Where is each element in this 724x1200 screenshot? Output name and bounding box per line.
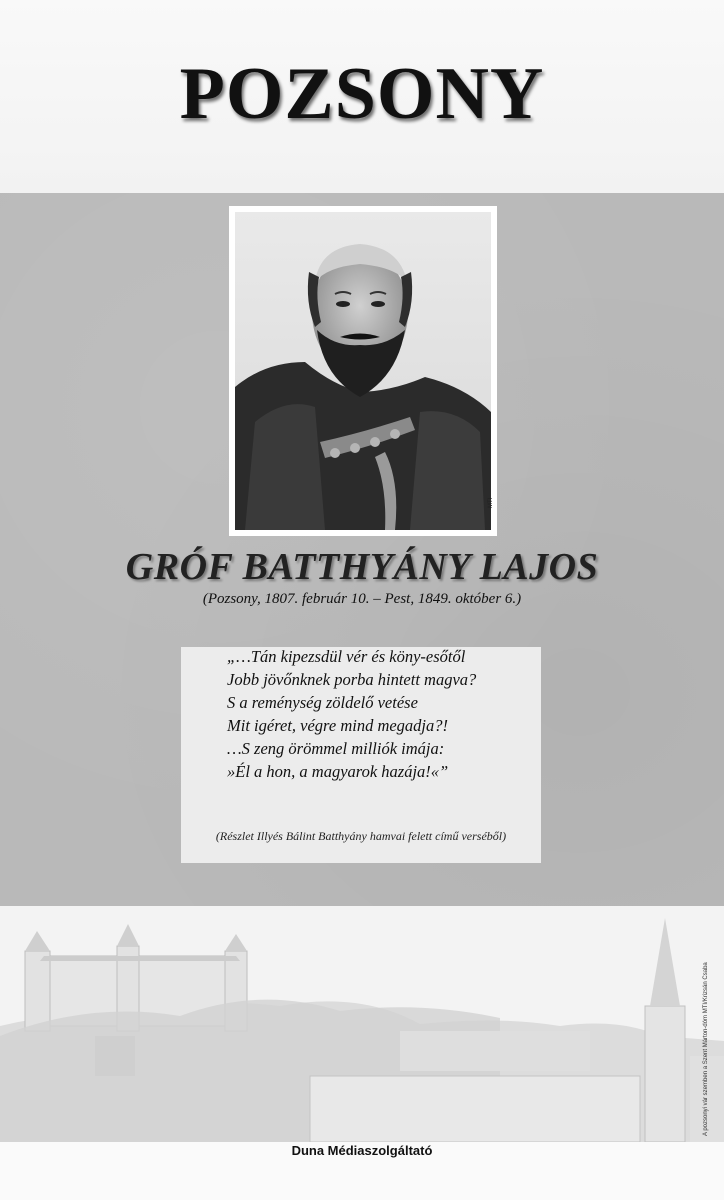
portrait-credit: MTI <box>488 497 494 508</box>
photo-credit: A pozsonyi vár szemben a Szent Márton-dóm MTI/Krizsán Csaba <box>703 962 709 1136</box>
portrait-image <box>235 212 491 530</box>
person-name: GRÓF BATTHYÁNY LAJOS <box>125 546 599 588</box>
poem-line: „…Tán kipezsdül vér és köny-esőtől <box>227 647 466 666</box>
poem-source: (Részlet Illyés Bálint Batthyány hamvai felett című verséből) <box>215 829 507 843</box>
person-dates: (Pozsony, 1807. február 10. – Pest, 1849. október 6.) <box>202 591 522 607</box>
poem-line: Jobb jövőnknek porba hintett magva? <box>227 670 477 689</box>
poem-box <box>181 647 541 863</box>
poem-line: S a reménység zöldelő vetése <box>227 693 418 712</box>
city-photo <box>0 906 724 1142</box>
portrait-frame <box>229 206 497 536</box>
page-title: POZSONY <box>179 53 545 135</box>
city-skyline-image <box>0 906 724 1142</box>
poem-line: Mit igéret, végre mind megadja?! <box>227 716 449 735</box>
poem-line: »Él a hon, a magyarok hazája!«” <box>227 762 449 781</box>
footer-label: Duna Médiaszolgáltató <box>291 1143 433 1158</box>
poem-line: …S zeng örömmel milliók imája: <box>227 739 445 758</box>
